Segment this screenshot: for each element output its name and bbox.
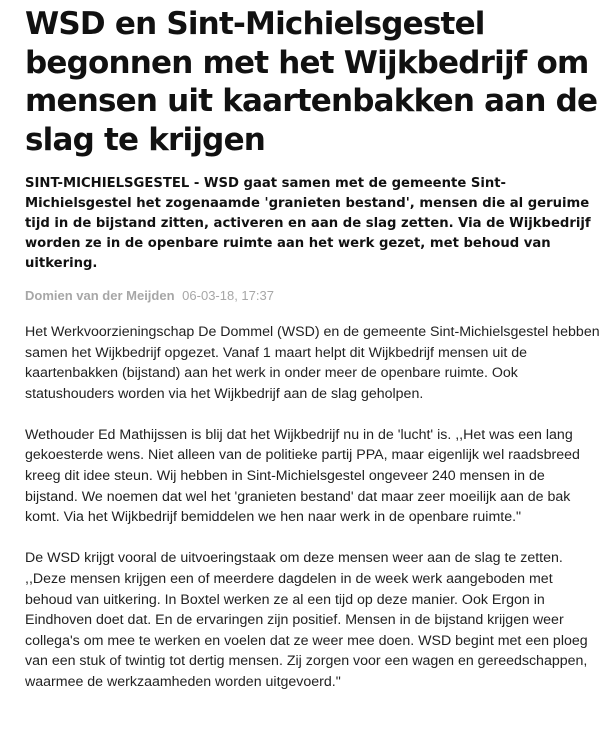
body-paragraph-2: Wethouder Ed Mathijssen is blij dat het Wijkbedrijf nu in de 'lucht' is. ,,Het was een lang gekoesterde wens. Niet alleen van de politieke partij PPA, maar eigenlijk wel raadsbreed kreeg dit idee steun. Wij hebben in Sint-Michielsgestel ongeveer 240 mensen in de bijstand. We noemen dat wel het 'granieten bestand' dat maar zeer moeilijk aan de bak komt. Via het Wijkbedrijf bemiddelen we hen naar werk in de openbare ruimte." (25, 426, 580, 526)
body-paragraph-1: Het Werkvoorzieningschap De Dommel (WSD) en de gemeente Sint-Michielsgestel hebben samen het Wijkbedrijf opgezet. Vanaf 1 maart helpt dit Wijkbedrijf mensen uit de kaartenbakken (bijstand) aan het werk in onder meer de openbare ruimte. Ook statushouders worden via het Wijkbedrijf aan de slag geholpen. (25, 324, 600, 402)
body-paragraph-3: De WSD krijgt vooral de uitvoeringstaak om deze mensen weer aan de slag te zetten. ,,Deze mensen krijgen een of meerdere dagdelen in de week werk aangeboden met behoud van uitkering. In Boxtel werken ze al een tijd op deze manier. Ook Ergon in Eindhoven doet dat. En de ervaringen zijn positief. Mensen in de bijstand krijgen weer collega's om mee te werken en voelen dat ze weer mee doen. WSD begint met een ploeg van een stuk of twintig tot dertig mensen. Zij zorgen voor een wagen en gereedschappen, waarmee de werkzaamheden worden uitgevoerd." (25, 550, 588, 690)
article-body (25, 322, 600, 693)
author-name[interactable]: Domien van der Meijden (25, 288, 175, 303)
article-lead: SINT-MICHIELSGESTEL - WSD gaat samen met de gemeente Sint-Michielsgestel het zogenaamde 'granieten bestand', mensen die al geruime tijd in de bijstand zitten, activeren en aan de slag zetten. Via de Wijkbedrijf worden ze in de openbare ruimte aan het werk gezet, met behoud van uitkering. (25, 176, 591, 271)
article-byline (25, 288, 600, 304)
article (25, 0, 600, 713)
article-headline: WSD en Sint-Michielsgestel begonnen met het Wijkbedrijf om mensen uit kaartenbakken aan de slag te krijgen (25, 6, 598, 158)
publish-date: 06-03-18, 17:37 (182, 288, 274, 303)
